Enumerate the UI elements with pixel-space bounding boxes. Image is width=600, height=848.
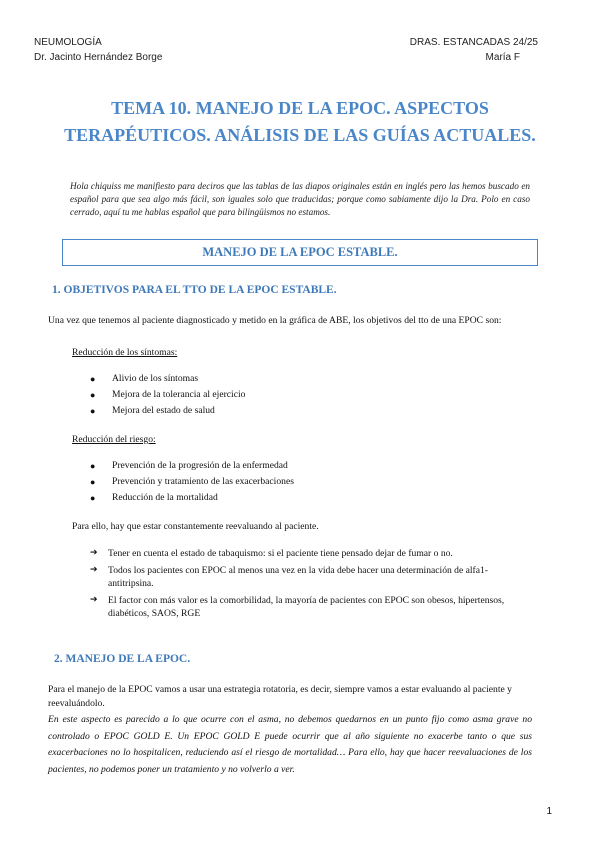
box-heading: MANEJO DE LA EPOC ESTABLE. — [62, 239, 538, 266]
bullet-icon: ● — [90, 477, 96, 487]
list-item: ➔ Tener en cuenta el estado de tabaquismo: si el paciente tiene pensado dejar de fumar o no. — [90, 548, 453, 559]
arrow-icon: ➔ — [90, 548, 98, 558]
section1-heading: 1. OBJETIVOS PARA EL TTO DE LA EPOC ESTABLE. — [52, 284, 337, 296]
header-professor: Dr. Jacinto Hernández Borge — [34, 52, 163, 63]
bullet-icon: ● — [90, 461, 96, 471]
header-author: María F — [485, 52, 520, 63]
bullet-icon: ● — [90, 374, 96, 384]
risk-list — [90, 458, 294, 506]
para-ello: Para ello, hay que estar constantemente reevaluando al paciente. — [72, 521, 319, 532]
arrow-icon: ➔ — [90, 564, 98, 575]
list-item: ➔ El factor con más valor es la comorbilidad, la mayoría de pacientes con EPOC son obesos, hipertensos, diabéticos, SAOS, RGE — [90, 594, 505, 619]
list-item: ● Mejora del estado de salud — [90, 403, 245, 419]
list-item: ● Mejora de la tolerancia al ejercicio — [90, 387, 245, 403]
section1-paragraph: Una vez que tenemos al paciente diagnosticado y metido en la gráfica de ABE, los objetivos del tto de una EPOC son: — [48, 315, 502, 326]
list-item: ● Reducción de la mortalidad — [90, 490, 294, 506]
symptoms-title: Reducción de los síntomas: — [72, 347, 178, 358]
symptoms-list — [90, 371, 245, 419]
section2-paragraph: Para el manejo de la EPOC vamos a usar una estrategia rotatoria, es decir, siempre vamos a estar evaluando al paciente y reevaluándolo. — [48, 684, 512, 709]
risk-title: Reducción del riesgo: — [72, 434, 156, 445]
header-subject: NEUMOLOGÍA — [34, 37, 102, 48]
page-number: 1 — [546, 806, 552, 817]
arrow-icon: ➔ — [90, 594, 98, 605]
bullet-icon: ● — [90, 390, 96, 400]
list-item: ➔ Todos los pacientes con EPOC al menos una vez en la vida debe hacer una determinación de alfa1-antitripsina. — [90, 564, 489, 589]
document-title: TEMA 10. MANEJO DE LA EPOC. ASPECTOS TERAPÉUTICOS. ANÁLISIS DE LAS GUÍAS ACTUALES. — [64, 98, 536, 145]
list-item: ● Prevención y tratamiento de las exacerbaciones — [90, 474, 294, 490]
arrow-list — [90, 547, 530, 624]
section2-italic: En este aspecto es parecido a lo que ocurre con el asma, no debemos quedarnos en un punto fijo como asma grave no controlado o EPOC GOLD E. Un EPOC GOLD E puede ocurrir que al año siguiente no exacerbe tanto o que sus exacerbaciones no lo hospitalicen, reduciendo así el riesgo de mortalidad… Para ello, hay que hacer reevaluaciones de los pacientes, no podemos poner un tratamiento y no volverlo a ver. — [48, 714, 532, 775]
list-item: ● Alivio de los síntomas — [90, 371, 245, 387]
bullet-icon: ● — [90, 406, 96, 416]
list-item: ● Prevención de la progresión de la enfermedad — [90, 458, 294, 474]
section2-heading: 2. MANEJO DE LA EPOC. — [54, 653, 191, 665]
bullet-icon: ● — [90, 493, 96, 503]
header-group: DRAS. ESTANCADAS 24/25 — [409, 37, 538, 48]
intro-note: Hola chiquiss me manifiesto para deciros que las tablas de las diapos originales están en inglés pero las hemos buscado en español para que sea algo más fácil, son iguales solo que traducidas; porque como sabiamente dijo la Dra. Polo en caso cerrado, aquí tu me hablas español que para bilingüismos no estamos. — [70, 181, 530, 217]
